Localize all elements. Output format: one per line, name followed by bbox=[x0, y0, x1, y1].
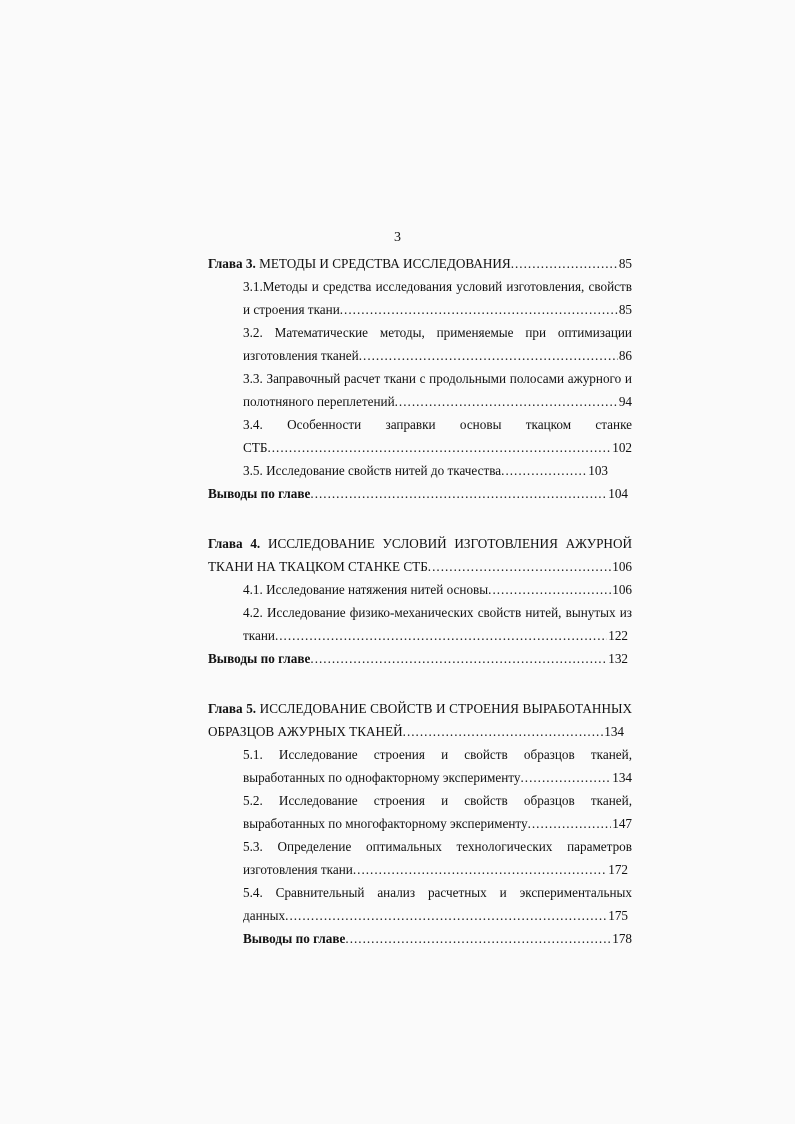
dot-leader bbox=[395, 390, 618, 413]
chapter-5-label: Глава 5. bbox=[208, 701, 257, 716]
toc-section-4-1 bbox=[208, 578, 632, 601]
chapter-4-page: 106 bbox=[612, 559, 632, 574]
toc-section-5-1 bbox=[208, 743, 632, 789]
toc-section-3-4 bbox=[208, 413, 632, 459]
chapter-3-label: Глава 3. bbox=[208, 256, 256, 271]
section-3-4-line2: СТБ bbox=[243, 440, 268, 455]
toc-section-3-3 bbox=[208, 367, 632, 413]
section-5-1-page: 134 bbox=[612, 770, 632, 785]
section-5-1-line2: выработанных по однофакторному эксперименту bbox=[243, 770, 521, 785]
section-5-4-line2: данных bbox=[243, 908, 286, 923]
section-5-1-line1: 5.1. Исследование строения и свойств образцов тканей, bbox=[243, 747, 632, 762]
toc-chapter-4 bbox=[208, 532, 632, 578]
dot-leader bbox=[403, 720, 604, 743]
section-3-5-title: 3.5. Исследование свойств нитей до ткачества bbox=[243, 463, 502, 478]
conclusions-4-title: Выводы по главе bbox=[208, 651, 311, 666]
toc-section-3-5 bbox=[208, 459, 632, 482]
dot-leader bbox=[345, 927, 611, 950]
dot-leader bbox=[511, 252, 618, 275]
conclusions-5-title: Выводы по главе bbox=[243, 931, 346, 946]
toc-section-3-1 bbox=[208, 275, 632, 321]
section-3-3-line1: 3.3. Заправочный расчет ткани с продольными полосами ажурного и bbox=[243, 371, 632, 386]
dot-leader bbox=[285, 904, 607, 927]
toc-section-5-3 bbox=[208, 835, 632, 881]
dot-leader bbox=[528, 812, 612, 835]
section-5-2-line2: выработанных по многофакторному эксперименту bbox=[243, 816, 528, 831]
chapter-5-title-line1: ИССЛЕДОВАНИЕ СВОЙСТВ И СТРОЕНИЯ ВЫРАБОТАННЫХ bbox=[256, 701, 632, 716]
toc-section-4-2 bbox=[208, 601, 632, 647]
section-3-3-page: 94 bbox=[618, 394, 632, 409]
section-5-2-line1: 5.2. Исследование строения и свойств образцов тканей, bbox=[243, 793, 632, 808]
toc-section-5-4 bbox=[208, 881, 632, 927]
dot-leader bbox=[488, 578, 611, 601]
section-3-4-line1: 3.4. Особенности заправки основы ткацком станке bbox=[243, 417, 632, 432]
dot-leader bbox=[310, 482, 607, 505]
section-3-5-page: 103 bbox=[588, 463, 608, 478]
conclusions-5-page: 178 bbox=[612, 931, 632, 946]
section-3-3-line2: полотняного переплетений bbox=[243, 394, 395, 409]
toc-conclusions-3 bbox=[208, 482, 632, 505]
dot-leader bbox=[275, 624, 607, 647]
dot-leader bbox=[428, 555, 611, 578]
dot-leader bbox=[340, 298, 618, 321]
toc-conclusions-4 bbox=[208, 647, 632, 670]
chapter-5-page: 134 bbox=[604, 724, 624, 739]
conclusions-4-page: 132 bbox=[608, 651, 628, 666]
chapter-5-title-line2: ОБРАЗЦОВ АЖУРНЫХ ТКАНЕЙ bbox=[208, 724, 403, 739]
dot-leader bbox=[353, 858, 607, 881]
dot-leader bbox=[267, 436, 611, 459]
chapter-4-title-line1: ИССЛЕДОВАНИЕ УСЛОВИЙ ИЗГОТОВЛЕНИЯ АЖУРНОЙ bbox=[260, 536, 632, 551]
conclusions-3-title: Выводы по главе bbox=[208, 486, 311, 501]
chapter-3-title: МЕТОДЫ И СРЕДСТВА ИССЛЕДОВАНИЯ bbox=[255, 256, 511, 271]
chapter-3-page: 85 bbox=[618, 256, 632, 271]
section-4-2-line2: ткани bbox=[243, 628, 275, 643]
toc-chapter-5 bbox=[208, 697, 632, 743]
section-5-4-page: 175 bbox=[608, 908, 628, 923]
toc-section-5-2 bbox=[208, 789, 632, 835]
section-3-2-line1: 3.2. Математические методы, применяемые при оптимизации bbox=[243, 325, 632, 340]
section-3-2-page: 86 bbox=[618, 348, 632, 363]
toc-section-3-2 bbox=[208, 321, 632, 367]
toc-conclusions-5 bbox=[208, 927, 632, 950]
section-3-1-line2: и строения ткани bbox=[243, 302, 340, 317]
section-5-3-page: 172 bbox=[608, 862, 628, 877]
dot-leader bbox=[520, 766, 611, 789]
section-5-4-line1: 5.4. Сравнительный анализ расчетных и экспериментальных bbox=[243, 885, 632, 900]
toc-chapter-3 bbox=[208, 252, 632, 275]
section-3-4-page: 102 bbox=[612, 440, 632, 455]
section-5-3-line1: 5.3. Определение оптимальных технологических параметров bbox=[243, 839, 632, 854]
dot-leader bbox=[359, 344, 618, 367]
section-5-2-page: 147 bbox=[612, 816, 632, 831]
section-3-2-line2: изготовления тканей bbox=[243, 348, 359, 363]
section-4-1-title: 4.1. Исследование натяжения нитей основы bbox=[243, 582, 489, 597]
section-4-2-page: 122 bbox=[608, 628, 628, 643]
chapter-4-label: Глава 4. bbox=[208, 536, 261, 551]
conclusions-3-page: 104 bbox=[608, 486, 628, 501]
dot-leader bbox=[501, 459, 587, 482]
section-3-1-line1: 3.1.Методы и средства исследования условий изготовления, свойств bbox=[243, 279, 632, 294]
dot-leader bbox=[310, 647, 607, 670]
section-4-2-line1: 4.2. Исследование физико-механических свойств нитей, вынутых из bbox=[243, 605, 632, 620]
table-of-contents bbox=[208, 252, 632, 950]
section-3-1-page: 85 bbox=[618, 302, 632, 317]
chapter-4-title-line2: ТКАНИ НА ТКАЦКОМ СТАНКЕ СТБ bbox=[208, 559, 428, 574]
section-4-1-page: 106 bbox=[612, 582, 632, 597]
section-5-3-line2: изготовления ткани bbox=[243, 862, 353, 877]
page-number: 3 bbox=[394, 230, 401, 245]
